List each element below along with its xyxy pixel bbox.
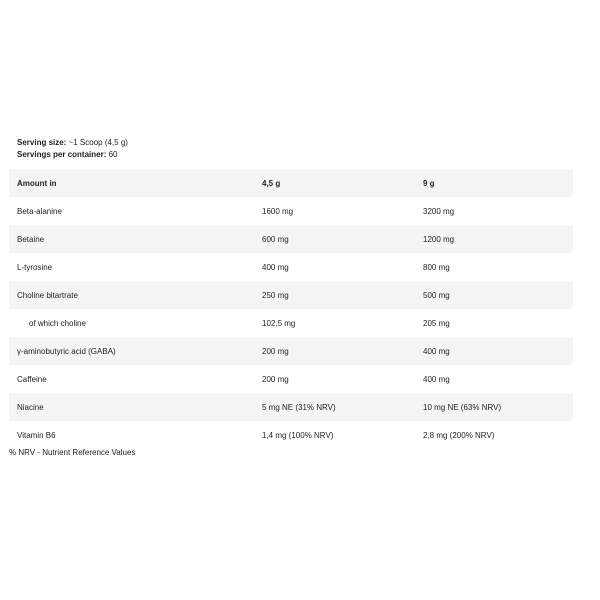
table-row	[9, 225, 573, 253]
amount-4-5g: 5 mg NE (31% NRV)	[262, 393, 423, 421]
table-row	[9, 337, 573, 365]
amount-4-5g: 600 mg	[262, 225, 423, 253]
ingredient-name: Niacine	[9, 393, 262, 421]
nutrition-table	[9, 169, 573, 449]
ingredient-name: Choline bitartrate	[9, 281, 262, 309]
amount-4-5g: 1,4 mg (100% NRV)	[262, 430, 334, 440]
serving-size-label: Serving size:	[17, 138, 67, 147]
amount-9g: 2,8 mg (200% NRV)	[423, 430, 495, 440]
amount-9g: 800 mg	[423, 262, 450, 272]
header-col-4-5g: 4,5 g	[262, 169, 423, 197]
amount-9g: 3200 mg	[423, 206, 455, 216]
amount-9g: 205 mg	[423, 318, 450, 328]
ingredient-name: Vitamin B6	[17, 430, 56, 440]
amount-4-5g: 1600 mg	[262, 206, 294, 216]
amount-4-5g: 102,5 mg	[262, 318, 296, 328]
ingredient-name: Betaine	[9, 225, 262, 253]
amount-4-5g: 250 mg	[262, 281, 423, 309]
amount-9g: 400 mg	[423, 337, 573, 365]
table-row	[9, 281, 573, 309]
nrv-footnote: % NRV - Nutrient Reference Values	[9, 448, 136, 457]
amount-4-5g: 200 mg	[262, 374, 289, 384]
table-row	[9, 365, 573, 393]
serving-size	[17, 137, 128, 149]
ingredient-name: Caffeine	[17, 374, 47, 384]
amount-9g: 500 mg	[423, 281, 573, 309]
amount-9g: 10 mg NE (63% NRV)	[423, 393, 573, 421]
table-row	[9, 253, 573, 281]
serving-info	[17, 137, 128, 161]
servings-per-container-label: Servings per container:	[17, 150, 107, 159]
ingredient-name: L-tyrosine	[17, 262, 53, 272]
header-amount-in: Amount in	[9, 169, 262, 197]
amount-9g: 400 mg	[423, 374, 450, 384]
amount-4-5g: 200 mg	[262, 337, 423, 365]
table-row	[9, 393, 573, 421]
ingredient-name: Beta-alanine	[17, 206, 62, 216]
servings-per-container-value: 60	[106, 150, 118, 159]
table-header-row	[9, 169, 573, 197]
table-row	[9, 309, 573, 337]
servings-per-container	[17, 149, 128, 161]
ingredient-name: of which choline	[29, 318, 86, 328]
amount-9g: 1200 mg	[423, 225, 573, 253]
table-row	[9, 197, 573, 225]
header-col-9g: 9 g	[423, 169, 573, 197]
amount-4-5g: 400 mg	[262, 262, 289, 272]
serving-size-value: ~1 Scoop (4,5 g)	[66, 138, 128, 147]
table-row	[9, 421, 573, 449]
ingredient-name: γ-aminobutyric acid (GABA)	[9, 337, 262, 365]
